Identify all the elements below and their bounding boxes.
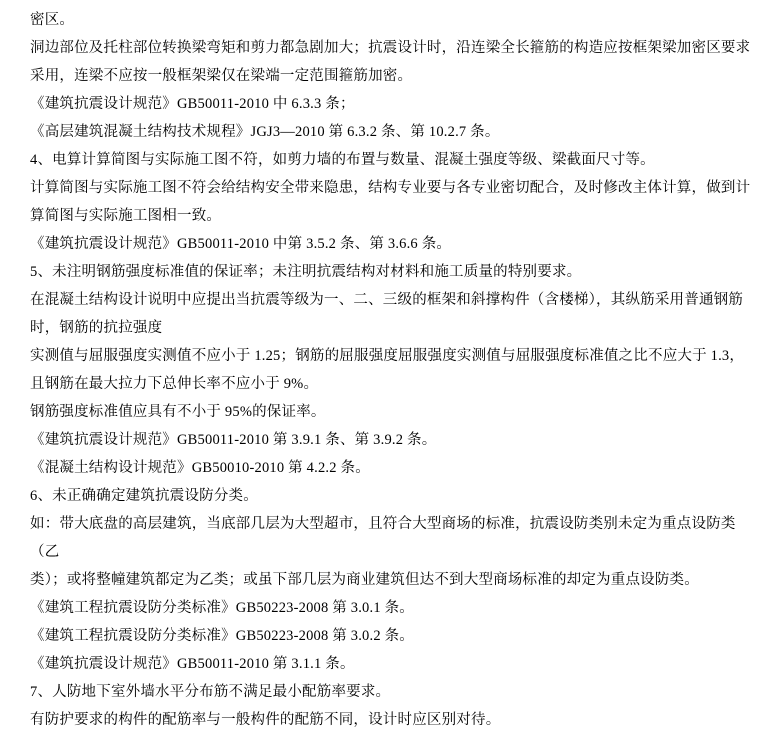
text-line: 《混凝土结构设计规范》GB50010-2010 第 4.2.2 条。	[30, 460, 370, 476]
text-line: 《建筑抗震设计规范》GB50011-2010 第 3.1.1 条。	[30, 656, 355, 672]
text-line: 在混凝土结构设计说明中应提出当抗震等级为一、二、三级的框架和斜撑构件（含楼梯），其纵筋采用普通钢筋	[30, 292, 744, 308]
text-line: 采用，连梁不应按一般框架梁仅在梁端一定范围箍筋加密。	[30, 68, 413, 84]
text-line: 密区。	[30, 12, 75, 28]
text-line: 时，钢筋的抗拉强度	[30, 320, 163, 336]
text-line: 实测值与屈服强度实测值不应小于 1.25；钢筋的屈服强度屈服强度实测值与屈服强度标准值之比不应大于 1.3，	[30, 348, 745, 364]
text-line: 《建筑抗震设计规范》GB50011-2010 中 6.3.3 条；	[30, 96, 355, 112]
text-line: 《高层建筑混凝土结构技术规程》JGJ3—2010 第 6.3.2 条、第 10.2.7 条。	[30, 124, 500, 140]
text-line: 《建筑工程抗震设防分类标准》GB50223-2008 第 3.0.2 条。	[30, 628, 414, 644]
text-line: 算简图与实际施工图相一致。	[30, 208, 222, 224]
text-line: 《建筑抗震设计规范》GB50011-2010 第 3.9.1 条、第 3.9.2 条。	[30, 432, 437, 448]
text-line: 《建筑工程抗震设防分类标准》GB50223-2008 第 3.0.1 条。	[30, 600, 414, 616]
text-line: 钢筋强度标准值应具有不小于 95%的保证率。	[30, 404, 326, 420]
text-line: 计算简图与实际施工图不符会给结构安全带来隐患，结构专业要与各专业密切配合，及时修改主体计算，做到计	[30, 180, 751, 196]
text-line: 4、电算计算简图与实际施工图不符，如剪力墙的布置与数量、混凝土强度等级、梁截面尺寸等。	[30, 152, 655, 168]
text-line: 5、未注明钢筋强度标准值的保证率；未注明抗震结构对材料和施工质量的特别要求。	[30, 264, 582, 280]
text-line: 且钢筋在最大拉力下总伸长率不应小于 9%。	[30, 376, 319, 392]
text-line: 7、人防地下室外墙水平分布筋不满足最小配筋率要求。	[30, 684, 391, 700]
text-line: 洞边部位及托柱部位转换梁弯矩和剪力都急剧加大；抗震设计时，沿连梁全长箍筋的构造应按框架梁加密区要求	[30, 40, 751, 56]
text-line: 如：带大底盘的高层建筑，当底部几层为大型超市，且符合大型商场的标准，抗震设防类别未定为重点设防类（乙	[30, 516, 736, 560]
text-line: 《建筑抗震设计规范》GB50011-2010 中第 3.5.2 条、第 3.6.6 条。	[30, 236, 452, 252]
text-line: 6、未正确确定建筑抗震设防分类。	[30, 488, 258, 504]
text-line: 类）；或将整幢建筑都定为乙类；或虽下部几层为商业建筑但达不到大型商场标准的却定为重点设防类。	[30, 572, 699, 588]
text-line: 有防护要求的构件的配筋率与一般构件的配筋不同，设计时应区别对待。	[30, 712, 501, 728]
